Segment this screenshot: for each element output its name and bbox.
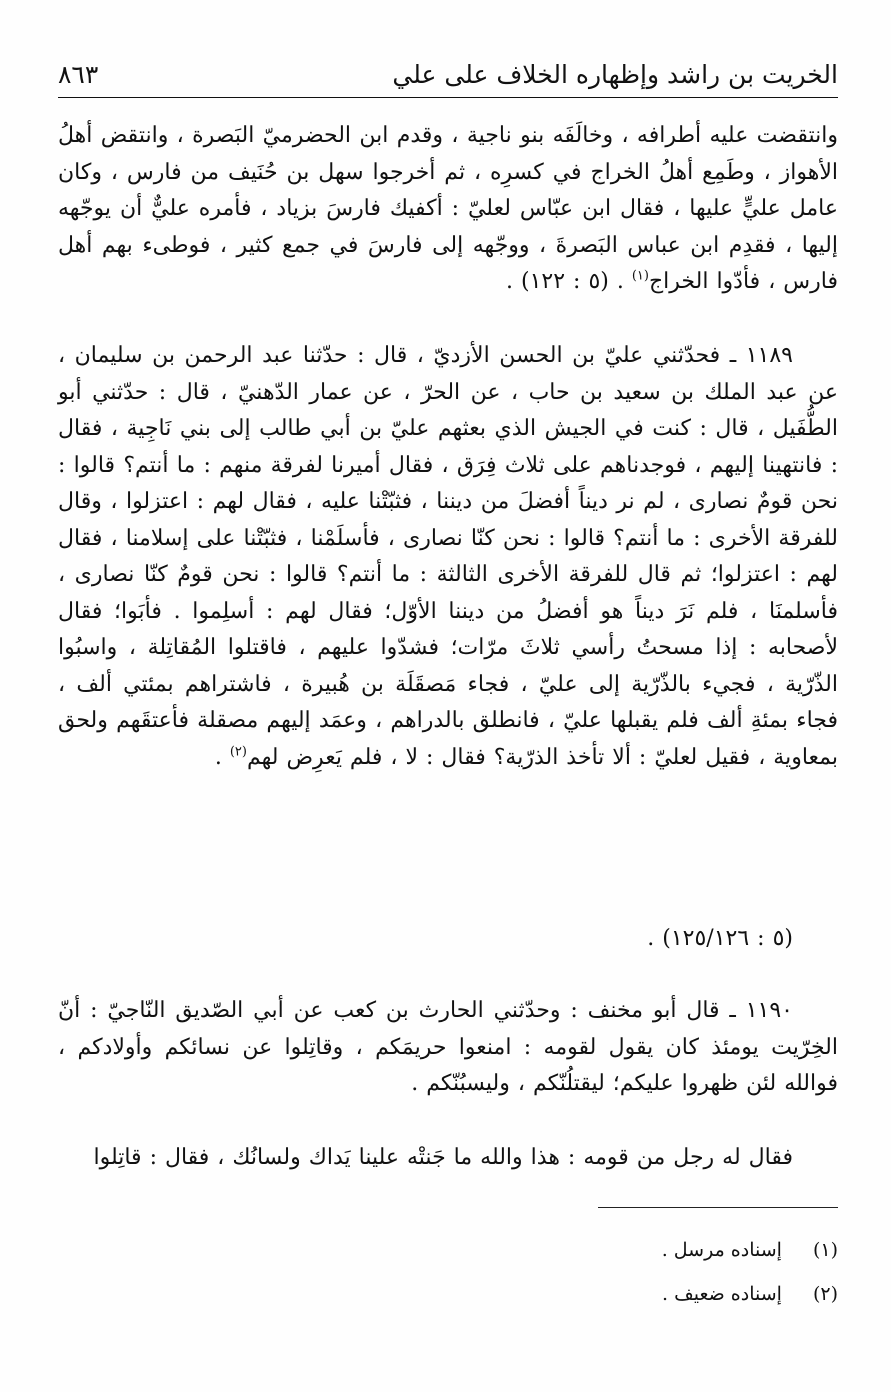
footnote-1-text: إسناده مرسل . [661, 1239, 782, 1261]
citation-1189 [58, 921, 838, 958]
footnote-2-text: إسناده ضعيف . [661, 1283, 782, 1305]
footnote-ref-1: (١) [631, 268, 649, 284]
paragraph-1 [58, 118, 838, 301]
paragraph-continuation [58, 1140, 838, 1177]
chapter-title: الخريت بن راشد وإظهاره الخلاف على علي [392, 60, 838, 89]
citation-1189-text: (٥ : ١٢٥/١٢٦) . [647, 926, 793, 951]
footnotes [58, 1228, 838, 1316]
footnote-divider [598, 1207, 838, 1208]
paragraph-1190 [58, 993, 838, 1103]
footnote-1 [58, 1228, 838, 1272]
page-number: ٨٦٣ [58, 60, 99, 89]
paragraph-1189 [58, 338, 838, 776]
running-header [58, 58, 838, 98]
footnote-ref-2: (٢) [229, 744, 247, 760]
header-divider [58, 97, 838, 98]
footnote-1-number: (١) [812, 1239, 838, 1261]
paragraph-1189-text: ١١٨٩ ـ فحدّثني عليّ بن الحسن الأزديّ ، قال : حدّثنا عبد الرحمن بن سليمان ، عن عبد الملك بن سعيد بن حاب ، عن الحرّ ، عن عمار الدّهنيّ ، قال : حدّثني أبو الطُّفَيل ، قال : كنت في الجيش الذي بعثهم عليّ بن أبي طالب إلى بني نَاجِية ، فقال : فانتهينا إليهم ، فوجدناهم على ثلاث فِرَق ، فقال أميرنا لفرقة منهم : ما أنتم؟ قالوا : نحن قومٌ نصارى ، لم نر ديناً أفضلَ من ديننا ، فثبّتْنا عليه ، فقال لهم : اعتزلوا ، وقال للفرقة الأخرى : ما أنتم؟ قالوا : نحن كنّا نصارى ، فأسلَمْنا ، فثبّتْنا على إسلامنا ، فقال لهم : اعتزلوا؛ ثم قال للفرقة الأخرى الثالثة : ما أنتم؟ قالوا : نحن قومٌ كنّا نصارى ، فأسلمنَا ، فلم نَرَ ديناً هو أفضلُ من ديننا الأوّل؛ فقال لهم : أسلِموا . فأبَوا؛ فقال لأصحابه : إذا مسحتُ رأسي ثلاثَ مرّات؛ فشدّوا عليهم ، فاقتلوا المُقاتِلة ، واسبُوا الذّرّية ، فجيء بالذّرّية إلى عليّ ، فجاء مَصقَلَة بن هُبيرة ، فاشتراهم بمئتي ألف ، فجاء بمئةِ ألف فلم يقبلها عليّ ، فانطلق بالدراهم ، وعمَد إليهم مصقلة فأعتقَهم ولحق بمعاوية ، فقيل لعليّ : ألا تأخذ الذرّية؟ فقال : لا ، فلم يَعرِض لهم [58, 343, 838, 770]
paragraph-1189-end: . [214, 744, 230, 770]
paragraph-1190-text: ١١٩٠ ـ قال أبو مخنف : وحدّثني الحارث بن كعب عن أبي الصّديق النّاجيّ : أنّ الخِرّيت يومئذ كان يقول لقومه : امنعوا حريمَكم ، وقاتِلوا عن نسائكم وأولادكم ، فوالله لئن ظهروا عليكم؛ ليقتلُنّكم ، وليسبُنّكم . [58, 998, 838, 1096]
footnote-2 [58, 1272, 838, 1316]
paragraph-continuation-text: فقال له رجل من قومه : هذا والله ما جَنتْه علينا يَداك ولسانُك ، فقال : قاتِلوا [93, 1145, 793, 1170]
paragraph-1-text: وانتقضت عليه أطرافه ، وخالَفَه بنو ناجية ، وقدم ابن الحضرميّ البَصرة ، وانتقض أهلُ الأهواز ، وطَمِع أهلُ الخراج في كسرِه ، ثم أخرجوا سهل بن حُنَيف من فارس ، وكان عامل عليٍّ عليها ، فقال ابن عبّاس لعليّ : أكفيك فارسَ بزياد ، فأمره عليٌّ أن يوجّهه إليها ، فقدِم ابن عباس البَصرةَ ، ووجّهه إلى فارسَ في جمع كثير ، فوطىء بهم أهل فارس ، فأدّوا الخراج [58, 123, 838, 294]
footnote-2-number: (٢) [812, 1283, 838, 1305]
paragraph-1-citation: . (٥ : ١٢٢) . [506, 269, 632, 294]
